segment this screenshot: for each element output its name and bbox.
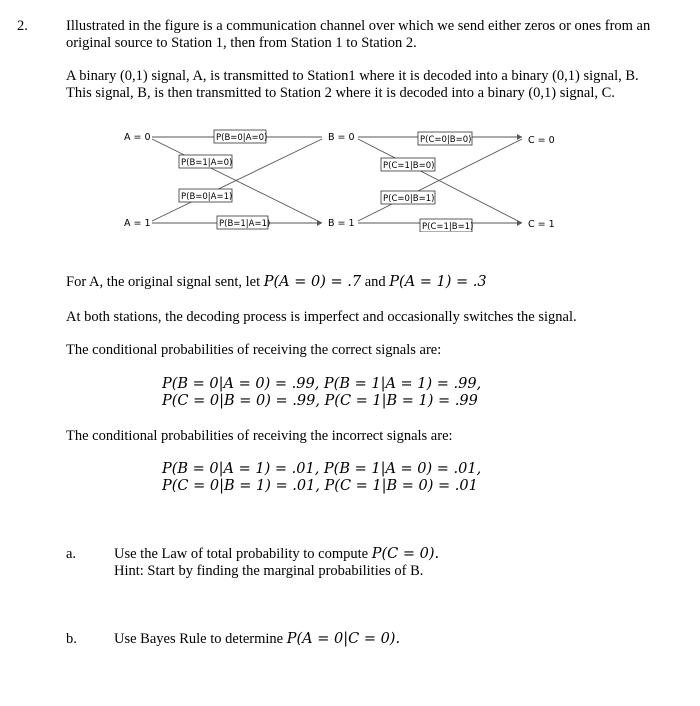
- part-a-prefix: Use the Law of total probability to compute: [114, 546, 372, 562]
- prior-line: [66, 274, 487, 291]
- para2-line-2: This signal, B, is then transmitted to Station 2 where it is decoded into a binary (0,1) signal, C.: [66, 85, 615, 101]
- node-b0: B = 0: [328, 132, 355, 143]
- incorrect-intro: The conditional probabilities of receiving the incorrect signals are:: [66, 428, 453, 444]
- node-c1: C = 1: [528, 219, 555, 230]
- node-b1: B = 1: [328, 218, 355, 229]
- label-b1-a0: P(B=1|A=0): [181, 158, 233, 168]
- part-a-math: P(C = 0).: [371, 546, 440, 562]
- label-c0-b0: P(C=0|B=0): [420, 135, 472, 145]
- label-b0-a0: P(B=0|A=0): [216, 133, 268, 143]
- incorrect-probs-line-1: P(B = 0|A = 1) = .01, P(B = 1|A = 0) = .01,: [162, 461, 482, 477]
- question-number: 2.: [17, 18, 28, 34]
- part-b-prefix: Use Bayes Rule to determine: [114, 631, 287, 647]
- part-b-math: P(A = 0|C = 0).: [286, 631, 401, 647]
- node-a1: A = 1: [124, 218, 151, 229]
- correct-probs-line-1: P(B = 0|A = 0) = .99, P(B = 1|A = 1) = .99,: [162, 376, 482, 392]
- incorrect-probs-line-2: P(C = 0|B = 1) = .01, P(C = 1|B = 0) = .01: [162, 478, 478, 494]
- part-b-text: [114, 631, 400, 648]
- label-c1-b0: P(C=1|B=0): [383, 161, 435, 171]
- label-c0-b1: P(C=0|B=1): [383, 194, 435, 204]
- correct-intro: The conditional probabilities of receiving the correct signals are:: [66, 342, 442, 358]
- intro-line-2: original source to Station 1, then from Station 1 to Station 2.: [66, 35, 417, 51]
- part-a-text: [114, 546, 439, 563]
- prior-and: and: [361, 274, 390, 290]
- label-b1-a1: P(B=1|A=1): [219, 219, 271, 229]
- intro-line-1: Illustrated in the figure is a communication channel over which we send either zeros or ones from an: [66, 18, 651, 34]
- prior-a0: P(A = 0) = .7: [263, 274, 362, 290]
- part-a-hint: Hint: Start by finding the marginal probabilities of B.: [114, 563, 424, 579]
- node-c0: C = 0: [528, 135, 555, 146]
- channel-diagram: [0, 122, 700, 232]
- imperfect-decoding-text: At both stations, the decoding process is imperfect and occasionally switches the signal.: [66, 309, 577, 325]
- prior-prefix: For A, the original signal sent, let: [66, 274, 264, 290]
- correct-probs-line-2: P(C = 0|B = 0) = .99, P(C = 1|B = 1) = .99: [162, 393, 478, 409]
- part-a-label: a.: [66, 546, 77, 562]
- prior-a1: P(A = 1) = .3: [389, 274, 487, 290]
- node-a0: A = 0: [124, 132, 151, 143]
- para2-line-1: A binary (0,1) signal, A, is transmitted to Station1 where it is decoded into a binary (0,1) signal, B.: [66, 68, 639, 84]
- label-b0-a1: P(B=0|A=1): [181, 192, 233, 202]
- part-b-label: b.: [66, 631, 77, 647]
- label-c1-b1: P(C=1|B=1): [422, 222, 474, 232]
